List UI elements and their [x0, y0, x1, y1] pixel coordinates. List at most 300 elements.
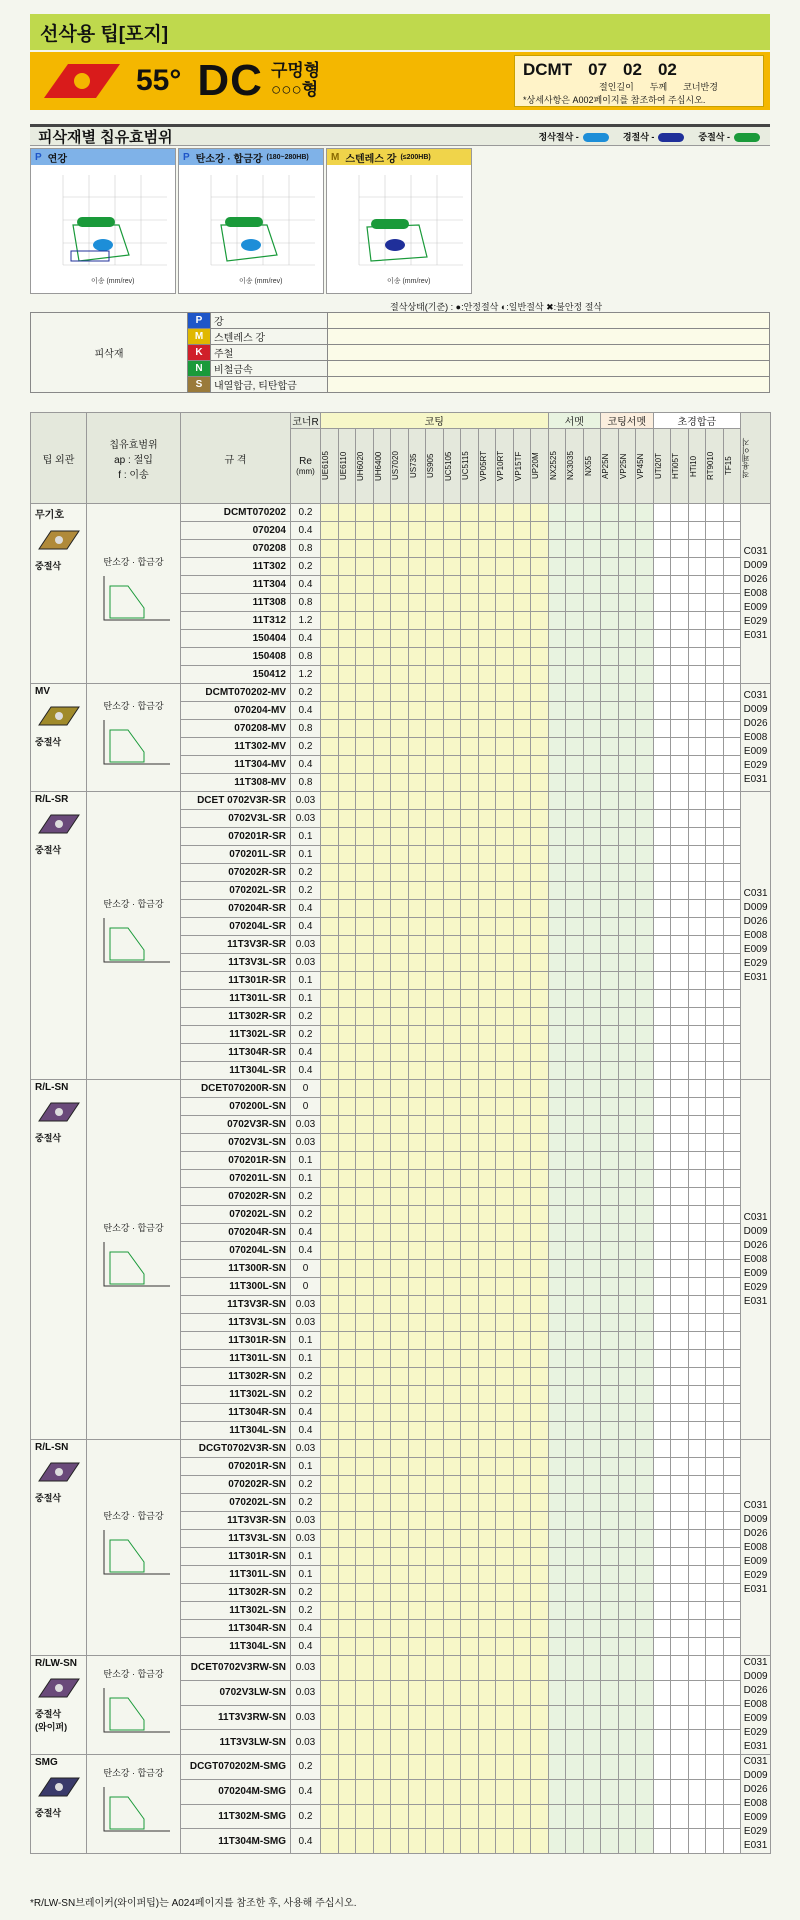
grade-cell	[723, 1260, 741, 1278]
grade-cell	[706, 1350, 724, 1368]
grade-cell	[706, 684, 724, 702]
re-cell: 0.2	[291, 1755, 321, 1780]
grade-cell	[461, 1730, 479, 1755]
grade-cell	[478, 1730, 496, 1755]
grade-cell	[548, 1332, 566, 1350]
grade-cell	[443, 1494, 461, 1512]
grade-cell	[548, 522, 566, 540]
grade-cell	[478, 630, 496, 648]
grade-cell	[618, 1116, 636, 1134]
grade-cell	[443, 1350, 461, 1368]
grade-cell	[391, 720, 409, 738]
grade-cell	[723, 1512, 741, 1530]
grade-cell	[356, 1804, 374, 1829]
grade-cell	[408, 1404, 426, 1422]
grade-cell	[373, 1062, 391, 1080]
grade-cell	[706, 1098, 724, 1116]
page-refs: C031 D009 D026 E008 E009 E029 E031	[741, 792, 771, 1080]
grade-cell	[531, 846, 549, 864]
grade-cell	[566, 1779, 584, 1804]
re-cell: 0.2	[291, 1026, 321, 1044]
grade-header: UC5105	[443, 429, 461, 504]
grade-cell	[723, 1224, 741, 1242]
grade-cell	[566, 1620, 584, 1638]
grade-cell	[636, 522, 654, 540]
grade-cell	[723, 1548, 741, 1566]
grade-cell	[566, 1206, 584, 1224]
grade-cell	[356, 1548, 374, 1566]
grade-cell	[531, 1476, 549, 1494]
grade-cell	[531, 1224, 549, 1242]
grade-cell	[723, 738, 741, 756]
tip-group	[31, 792, 87, 1080]
grade-cell	[443, 792, 461, 810]
grade-cell	[671, 1314, 689, 1332]
grade-cell	[723, 594, 741, 612]
grade-cell	[566, 684, 584, 702]
grade-cell	[636, 810, 654, 828]
grade-cell	[426, 1512, 444, 1530]
grade-cell	[426, 1804, 444, 1829]
grade-cell	[391, 1260, 409, 1278]
grade-cell	[513, 864, 531, 882]
grade-cell	[653, 540, 671, 558]
grade-cell	[338, 630, 356, 648]
grade-cell	[478, 828, 496, 846]
grade-cell	[566, 630, 584, 648]
grade-cell	[653, 1730, 671, 1755]
grade-cell	[566, 1278, 584, 1296]
col-spec: 규 격	[181, 413, 291, 504]
grade-cell	[671, 1638, 689, 1656]
grade-cell	[321, 1044, 339, 1062]
grade-header: NX2525	[548, 429, 566, 504]
grade-cell	[636, 918, 654, 936]
spec-cell: 11T304	[181, 576, 291, 594]
grade-cell	[321, 900, 339, 918]
grade-cell	[373, 1026, 391, 1044]
grade-cell	[408, 1350, 426, 1368]
grade-cell	[513, 1080, 531, 1098]
grade-cell	[478, 1829, 496, 1854]
grade-cell	[321, 864, 339, 882]
grade-cell	[723, 1278, 741, 1296]
grade-cell	[321, 936, 339, 954]
grade-cell	[391, 1602, 409, 1620]
grade-cell	[618, 576, 636, 594]
page-refs: C031 D009 D026 E008 E009 E029 E031	[741, 504, 771, 684]
grade-cell	[356, 522, 374, 540]
grade-cell	[391, 1062, 409, 1080]
grade-cell	[671, 1242, 689, 1260]
grade-cell	[443, 1332, 461, 1350]
grade-cell	[478, 810, 496, 828]
grade-cell	[426, 1350, 444, 1368]
grade-cell	[706, 666, 724, 684]
chip-range-mini-chart	[94, 914, 174, 970]
grade-cell	[338, 612, 356, 630]
grade-cell	[566, 612, 584, 630]
grade-cell	[513, 1494, 531, 1512]
grade-cell	[478, 1062, 496, 1080]
grade-cell	[356, 612, 374, 630]
grade-cell	[478, 1656, 496, 1681]
grade-cell	[321, 918, 339, 936]
grade-cell	[496, 648, 514, 666]
grade-cell	[391, 1368, 409, 1386]
re-cell: 0.4	[291, 1779, 321, 1804]
grade-cell	[671, 1188, 689, 1206]
grade-cell	[723, 1008, 741, 1026]
grade-cell	[548, 1566, 566, 1584]
grade-cell	[443, 666, 461, 684]
grade-cell	[513, 522, 531, 540]
insert-image	[35, 809, 83, 839]
spec-cell: 11T301R-SN	[181, 1332, 291, 1350]
re-cell: 0	[291, 1080, 321, 1098]
grade-cell	[583, 1548, 601, 1566]
grade-cell	[636, 1804, 654, 1829]
grade-cell	[671, 918, 689, 936]
grade-cell	[653, 774, 671, 792]
grade-cell	[391, 1476, 409, 1494]
grade-cell	[443, 1080, 461, 1098]
grade-cell	[461, 522, 479, 540]
grade-cell	[321, 1332, 339, 1350]
grade-cell	[321, 846, 339, 864]
grade-cell	[443, 1512, 461, 1530]
grade-cell	[426, 846, 444, 864]
grade-cell	[601, 576, 619, 594]
material-name-k: 주철	[211, 345, 328, 361]
grade-cell	[513, 1548, 531, 1566]
grade-cell	[408, 1098, 426, 1116]
chip-legend	[539, 130, 760, 143]
grade-cell	[583, 1476, 601, 1494]
grade-cell	[706, 1422, 724, 1440]
grade-cell	[373, 1620, 391, 1638]
grade-cell	[408, 900, 426, 918]
grade-cell	[443, 1422, 461, 1440]
grade-cell	[723, 1680, 741, 1705]
grade-cell	[496, 630, 514, 648]
grade-cell	[461, 1494, 479, 1512]
grade-cell	[566, 504, 584, 522]
grade-cell	[391, 702, 409, 720]
chip-range-mini-chart	[94, 572, 174, 628]
chip-range-mini	[87, 1440, 181, 1656]
grade-cell	[636, 1386, 654, 1404]
grade-cell	[443, 1386, 461, 1404]
grade-cell	[513, 738, 531, 756]
grade-cell	[706, 1188, 724, 1206]
chip-range-mini	[87, 1656, 181, 1755]
grade-cell	[566, 1656, 584, 1681]
grade-cell	[373, 684, 391, 702]
grade-cell	[601, 954, 619, 972]
grade-cell	[566, 738, 584, 756]
grade-cell	[338, 1440, 356, 1458]
grade-cell	[636, 1008, 654, 1026]
spec-cell: 070204R-SN	[181, 1224, 291, 1242]
grade-cell	[548, 1242, 566, 1260]
spec-cell: 070201R-SN	[181, 1458, 291, 1476]
grade-cell	[548, 1804, 566, 1829]
grade-cell	[723, 864, 741, 882]
grade-cell	[321, 648, 339, 666]
grade-cell	[461, 684, 479, 702]
page-refs: C031 D009 D026 E008 E009 E029 E031	[741, 684, 771, 792]
grade-cell	[391, 1620, 409, 1638]
grade-cell	[723, 684, 741, 702]
re-cell: 0.03	[291, 1440, 321, 1458]
grade-cell	[321, 1296, 339, 1314]
grade-cell	[566, 1829, 584, 1854]
grade-cell	[496, 828, 514, 846]
grade-cell	[321, 1440, 339, 1458]
grade-cell	[688, 1422, 706, 1440]
grade-cell	[513, 1296, 531, 1314]
grade-cell	[548, 1404, 566, 1422]
grade-cell	[338, 1404, 356, 1422]
grade-cell	[706, 1458, 724, 1476]
grade-cell	[321, 504, 339, 522]
grade-cell	[356, 954, 374, 972]
grade-cell	[636, 882, 654, 900]
grade-cell	[723, 846, 741, 864]
grade-cell	[443, 1602, 461, 1620]
grade-cell	[513, 1386, 531, 1404]
grade-cell	[496, 1386, 514, 1404]
grade-cell	[356, 1152, 374, 1170]
re-cell: 0.2	[291, 864, 321, 882]
grade-cell	[601, 1656, 619, 1681]
grade-cell	[566, 1134, 584, 1152]
grade-cell	[496, 954, 514, 972]
grade-cell	[356, 1026, 374, 1044]
grade-cell	[443, 720, 461, 738]
spec-cell: 11T304-MV	[181, 756, 291, 774]
grade-cell	[688, 738, 706, 756]
grade-cell	[706, 1278, 724, 1296]
grade-cell	[688, 558, 706, 576]
grade-cell	[513, 594, 531, 612]
grade-cell	[426, 1548, 444, 1566]
grade-cell	[636, 504, 654, 522]
grade-cell	[583, 1062, 601, 1080]
grade-cell	[706, 864, 724, 882]
grade-cell	[601, 1062, 619, 1080]
grade-cell	[391, 1494, 409, 1512]
spec-cell: 070202L-SR	[181, 882, 291, 900]
grade-cell	[706, 1080, 724, 1098]
grade-header: US905	[426, 429, 444, 504]
grade-cell	[461, 1368, 479, 1386]
grade-cell	[706, 1638, 724, 1656]
grade-cell	[373, 1296, 391, 1314]
grade-cell	[373, 1656, 391, 1681]
grade-cell	[548, 864, 566, 882]
grade-cell	[618, 1584, 636, 1602]
grade-cell	[723, 1188, 741, 1206]
grade-cell	[548, 666, 566, 684]
insert-shape-logo	[30, 52, 130, 110]
grade-cell	[461, 1548, 479, 1566]
grade-cell	[513, 1779, 531, 1804]
grade-cell	[408, 1602, 426, 1620]
grade-cell	[671, 1548, 689, 1566]
grade-cell	[478, 1152, 496, 1170]
grade-cell	[426, 828, 444, 846]
grade-cell	[601, 1680, 619, 1705]
tip-group	[31, 684, 87, 792]
grade-cell	[426, 1098, 444, 1116]
grade-cell	[443, 918, 461, 936]
grade-cell	[513, 1062, 531, 1080]
code-num1: 07	[588, 60, 608, 79]
grade-cell	[671, 1422, 689, 1440]
grade-cell	[671, 1296, 689, 1314]
grade-cell	[688, 846, 706, 864]
grade-cell	[338, 522, 356, 540]
grade-cell	[373, 1680, 391, 1705]
legend-finishing: 정삭절삭 -	[539, 130, 609, 143]
grade-cell	[531, 1350, 549, 1368]
grade-cell	[461, 828, 479, 846]
grade-cell	[408, 792, 426, 810]
grade-cell	[706, 1620, 724, 1638]
grade-cell	[443, 1656, 461, 1681]
grade-cell	[478, 1680, 496, 1705]
grade-cell	[338, 1296, 356, 1314]
grade-cell	[496, 720, 514, 738]
grade-cell	[391, 738, 409, 756]
grade-cell	[671, 1224, 689, 1242]
grade-cell	[548, 1730, 566, 1755]
grade-cell	[653, 900, 671, 918]
grade-cell	[426, 1260, 444, 1278]
grade-cell	[618, 1080, 636, 1098]
grade-cell	[496, 1044, 514, 1062]
chip-range-mini-chart	[94, 1526, 174, 1582]
grade-cell	[566, 846, 584, 864]
grade-cell	[531, 1804, 549, 1829]
grade-cell	[338, 1620, 356, 1638]
grade-cell	[408, 1804, 426, 1829]
grade-cell	[408, 720, 426, 738]
grade-cell	[566, 1730, 584, 1755]
grade-cell	[461, 594, 479, 612]
grade-cell	[566, 1332, 584, 1350]
grade-cell	[443, 1152, 461, 1170]
grade-cell	[636, 792, 654, 810]
grade-cell	[373, 792, 391, 810]
grade-cell	[496, 612, 514, 630]
grade-cell	[601, 1705, 619, 1730]
grade-cell	[706, 594, 724, 612]
grade-cell	[671, 1368, 689, 1386]
grade-cell	[408, 756, 426, 774]
re-cell: 0.8	[291, 648, 321, 666]
grade-cell	[723, 1638, 741, 1656]
re-cell: 0.2	[291, 1602, 321, 1620]
grade-cell	[548, 1116, 566, 1134]
grade-cell	[478, 1170, 496, 1188]
grade-cell	[723, 648, 741, 666]
grade-cell	[496, 1829, 514, 1854]
grade-cell	[443, 1804, 461, 1829]
grade-cell	[321, 1656, 339, 1681]
grade-cell	[338, 1332, 356, 1350]
grade-cell	[688, 1512, 706, 1530]
breaker-type: 중절삭	[35, 737, 62, 747]
grade-cell	[618, 1224, 636, 1242]
grade-cell	[478, 774, 496, 792]
grade-cell	[688, 1242, 706, 1260]
grade-cell	[426, 900, 444, 918]
category-title: 선삭용 팁[포지]	[30, 14, 770, 50]
grade-cell	[461, 1026, 479, 1044]
tip-group	[31, 1440, 87, 1656]
grade-cell	[601, 900, 619, 918]
grade-cell	[321, 1422, 339, 1440]
grade-cell	[688, 648, 706, 666]
grade-cell	[408, 774, 426, 792]
grade-cell	[356, 846, 374, 864]
grade-cell	[548, 1422, 566, 1440]
grade-cell	[426, 1332, 444, 1350]
grade-cell	[373, 1188, 391, 1206]
grade-cell	[373, 1779, 391, 1804]
grade-cell	[478, 1620, 496, 1638]
svg-text:이송 (mm/rev): 이송 (mm/rev)	[239, 278, 283, 285]
grade-cell	[583, 864, 601, 882]
spec-cell: 11T300L-SN	[181, 1278, 291, 1296]
grade-cell	[601, 972, 619, 990]
spec-cell: 11T302L-SN	[181, 1386, 291, 1404]
grade-cell	[513, 1224, 531, 1242]
grade-cell	[443, 1404, 461, 1422]
grade-cell	[321, 1080, 339, 1098]
grade-cell	[706, 702, 724, 720]
grade-cell	[443, 1458, 461, 1476]
grade-cell	[706, 504, 724, 522]
grade-cell	[338, 1260, 356, 1278]
grade-cell	[443, 1044, 461, 1062]
grade-cell	[391, 1530, 409, 1548]
grade-cell	[513, 1829, 531, 1854]
grade-cell	[548, 846, 566, 864]
grade-cell	[618, 1350, 636, 1368]
grade-cell	[321, 1242, 339, 1260]
grade-cell	[461, 1062, 479, 1080]
spec-cell: 070204	[181, 522, 291, 540]
grade-cell	[636, 1476, 654, 1494]
spec-cell: 070201L-SN	[181, 1170, 291, 1188]
grade-cell	[548, 1779, 566, 1804]
grade-header: RT9010	[706, 429, 724, 504]
grade-cell	[478, 1134, 496, 1152]
grade-cell	[321, 774, 339, 792]
grade-cell	[688, 1779, 706, 1804]
grade-cell	[671, 1206, 689, 1224]
col-coat-cermet: 코팅서멧	[601, 413, 654, 429]
grade-cell	[426, 1779, 444, 1804]
grade-cell	[723, 1705, 741, 1730]
grade-cell	[373, 1494, 391, 1512]
grade-cell	[653, 1638, 671, 1656]
grade-cell	[408, 1206, 426, 1224]
